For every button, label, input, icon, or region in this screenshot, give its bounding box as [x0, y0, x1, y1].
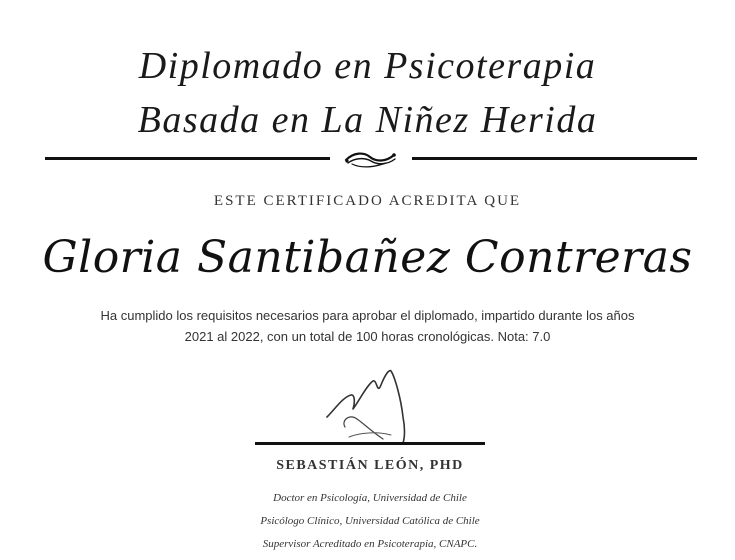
signature-line — [255, 442, 485, 445]
divider-left — [45, 157, 330, 160]
accredits-text: ESTE CERTIFICADO ACREDITA QUE — [213, 193, 522, 209]
signer-name: SEBASTIÁN LEÓN, PHD — [276, 458, 464, 473]
recipient-name: Gloria Santibañez Contreras — [42, 232, 693, 283]
certificate-description — [80, 305, 655, 347]
signer-credential: Psicólogo Clínico, Universidad Católica de Chile — [260, 515, 480, 527]
description-line-1: Ha cumplido los requisitos necesarios para aprobar el diplomado, impartido durante los años — [100, 308, 635, 323]
handwritten-signature — [315, 365, 425, 450]
flourish-ornament-icon — [340, 146, 400, 170]
signer-credential: Supervisor Acreditado en Psicoterapia, CNAPC. — [262, 538, 478, 550]
description-line-2: 2021 al 2022, con un total de 100 horas cronológicas. Nota: 7.0 — [184, 329, 551, 344]
signer-credential: Doctor en Psicología, Universidad de Chile — [273, 492, 467, 504]
certificate-title-line-2: Basada en La Niñez Herida — [137, 99, 598, 141]
divider-right — [412, 157, 697, 160]
certificate-title-line-1: Diplomado en Psicoterapia — [138, 45, 597, 87]
